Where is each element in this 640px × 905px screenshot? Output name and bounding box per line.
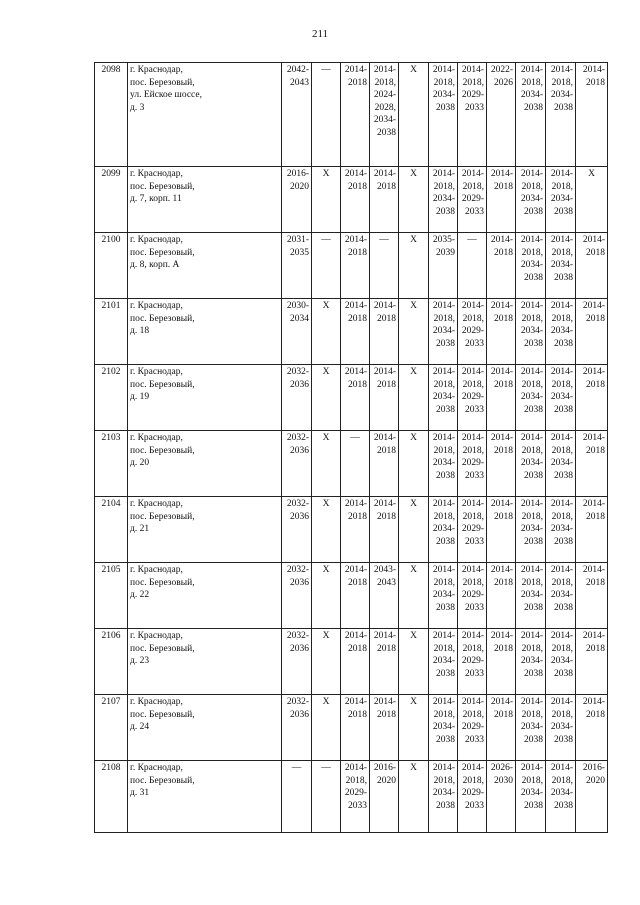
period-cell: 2014- 2018, 2029- 2033 <box>458 497 487 563</box>
table-row <box>95 233 608 299</box>
period-cell: 2014- 2018, 2034- 2038 <box>546 167 576 233</box>
period-cell: X <box>312 167 341 233</box>
period-cell: X <box>399 233 429 299</box>
period-cell: 2014- 2018, 2034- 2038 <box>429 629 458 695</box>
period-cell: 2014- 2018 <box>576 63 608 167</box>
period-cell: 2014- 2018, 2029- 2033 <box>458 629 487 695</box>
row-number: 2103 <box>95 431 128 497</box>
period-cell: X <box>399 695 429 761</box>
period-cell: 2014- 2018, 2034- 2038 <box>516 629 546 695</box>
period-cell: 2032- 2036 <box>282 431 312 497</box>
period-cell: 2014- 2018, 2034- 2038 <box>546 233 576 299</box>
period-cell: 2014- 2018 <box>576 233 608 299</box>
table-row <box>95 563 608 629</box>
period-cell: 2014- 2018 <box>487 629 516 695</box>
period-cell: X <box>312 365 341 431</box>
period-cell: 2014- 2018, 2034- 2038 <box>546 629 576 695</box>
period-cell: 2014- 2018, 2034- 2038 <box>546 365 576 431</box>
period-cell: 2014- 2018 <box>341 233 370 299</box>
period-cell: 2014- 2018 <box>576 365 608 431</box>
table-row <box>95 299 608 365</box>
period-cell: 2043- 2043 <box>370 563 399 629</box>
period-cell: 2035- 2039 <box>429 233 458 299</box>
address-cell: г. Краснодар, пос. Березовый, д. 21 <box>128 497 282 563</box>
period-cell: 2014- 2018, 2034- 2038 <box>516 63 546 167</box>
period-cell: 2014- 2018 <box>341 563 370 629</box>
period-cell: 2014- 2018 <box>370 365 399 431</box>
address-cell: г. Краснодар, пос. Березовый, д. 19 <box>128 365 282 431</box>
period-cell: 2014- 2018, 2034- 2038 <box>429 167 458 233</box>
period-cell: — <box>312 761 341 833</box>
period-cell: 2032- 2036 <box>282 365 312 431</box>
address-cell: г. Краснодар, пос. Березовый, д. 18 <box>128 299 282 365</box>
address-cell: г. Краснодар, пос. Березовый, д. 7, корп. 11 <box>128 167 282 233</box>
period-cell: 2014- 2018 <box>341 497 370 563</box>
period-cell: 2014- 2018 <box>576 431 608 497</box>
period-cell: 2014- 2018, 2029- 2033 <box>458 299 487 365</box>
period-cell: 2014- 2018 <box>487 365 516 431</box>
period-cell: 2014- 2018, 2034- 2038 <box>516 695 546 761</box>
period-cell: 2032- 2036 <box>282 695 312 761</box>
table-row <box>95 167 608 233</box>
housing-repair-schedule-table <box>94 62 608 833</box>
period-cell: 2022- 2026 <box>487 63 516 167</box>
period-cell: 2031- 2035 <box>282 233 312 299</box>
table-row <box>95 497 608 563</box>
period-cell: 2014- 2018, 2029- 2033 <box>458 431 487 497</box>
period-cell: — <box>341 431 370 497</box>
period-cell: 2014- 2018, 2034- 2038 <box>546 497 576 563</box>
period-cell: X <box>399 365 429 431</box>
table-row <box>95 365 608 431</box>
table-row <box>95 695 608 761</box>
period-cell: 2026- 2030 <box>487 761 516 833</box>
table-row <box>95 431 608 497</box>
period-cell: 2014- 2018 <box>370 497 399 563</box>
address-cell: г. Краснодар, пос. Березовый, ул. Ейское шоссе, д. 3 <box>128 63 282 167</box>
period-cell: 2014- 2018 <box>341 365 370 431</box>
period-cell: X <box>399 761 429 833</box>
period-cell: 2014- 2018 <box>341 299 370 365</box>
table-body <box>95 63 608 833</box>
period-cell: 2014- 2018, 2029- 2033 <box>458 167 487 233</box>
period-cell: 2014- 2018 <box>487 299 516 365</box>
period-cell: 2014- 2018, 2034- 2038 <box>516 299 546 365</box>
period-cell: 2014- 2018 <box>341 167 370 233</box>
row-number: 2100 <box>95 233 128 299</box>
period-cell: — <box>370 233 399 299</box>
period-cell: 2014- 2018 <box>370 431 399 497</box>
row-number: 2107 <box>95 695 128 761</box>
period-cell: 2014- 2018 <box>487 563 516 629</box>
period-cell: 2014- 2018 <box>370 167 399 233</box>
period-cell: 2014- 2018 <box>487 695 516 761</box>
row-number: 2106 <box>95 629 128 695</box>
period-cell: X <box>399 63 429 167</box>
table-row <box>95 63 608 167</box>
period-cell: X <box>399 299 429 365</box>
period-cell: 2014- 2018, 2034- 2038 <box>429 497 458 563</box>
period-cell: 2014- 2018, 2034- 2038 <box>429 365 458 431</box>
address-cell: г. Краснодар, пос. Березовый, д. 8, корп. А <box>128 233 282 299</box>
row-number: 2108 <box>95 761 128 833</box>
period-cell: 2016- 2020 <box>282 167 312 233</box>
period-cell: 2014- 2018, 2034- 2038 <box>516 167 546 233</box>
period-cell: 2014- 2018, 2029- 2033 <box>458 761 487 833</box>
period-cell: 2014- 2018, 2034- 2038 <box>429 563 458 629</box>
period-cell: 2014- 2018, 2034- 2038 <box>516 563 546 629</box>
period-cell: 2014- 2018 <box>341 695 370 761</box>
period-cell: X <box>399 629 429 695</box>
period-cell: 2014- 2018, 2029- 2033 <box>458 365 487 431</box>
period-cell: 2032- 2036 <box>282 497 312 563</box>
period-cell: 2014- 2018 <box>370 629 399 695</box>
period-cell: X <box>312 563 341 629</box>
address-cell: г. Краснодар, пос. Березовый, д. 20 <box>128 431 282 497</box>
period-cell: 2014- 2018, 2034- 2038 <box>546 563 576 629</box>
period-cell: 2032- 2036 <box>282 563 312 629</box>
row-number: 2104 <box>95 497 128 563</box>
period-cell: 2014- 2018 <box>370 299 399 365</box>
period-cell: — <box>312 233 341 299</box>
period-cell: 2014- 2018, 2034- 2038 <box>429 695 458 761</box>
address-cell: г. Краснодар, пос. Березовый, д. 23 <box>128 629 282 695</box>
period-cell: 2014- 2018, 2034- 2038 <box>516 233 546 299</box>
period-cell: 2014- 2018 <box>341 629 370 695</box>
address-cell: г. Краснодар, пос. Березовый, д. 31 <box>128 761 282 833</box>
period-cell: 2014- 2018 <box>487 497 516 563</box>
period-cell: X <box>312 629 341 695</box>
period-cell: X <box>576 167 608 233</box>
period-cell: 2014- 2018, 2034- 2038 <box>546 761 576 833</box>
address-cell: г. Краснодар, пос. Березовый, д. 22 <box>128 563 282 629</box>
row-number: 2102 <box>95 365 128 431</box>
period-cell: 2014- 2018, 2034- 2038 <box>429 299 458 365</box>
period-cell: 2014- 2018 <box>487 167 516 233</box>
period-cell: X <box>312 497 341 563</box>
period-cell: 2016- 2020 <box>370 761 399 833</box>
period-cell: 2014- 2018, 2034- 2038 <box>546 695 576 761</box>
period-cell: 2014- 2018, 2029- 2033 <box>458 563 487 629</box>
period-cell: 2014- 2018, 2034- 2038 <box>546 63 576 167</box>
period-cell: 2030- 2034 <box>282 299 312 365</box>
period-cell: 2014- 2018, 2034- 2038 <box>516 431 546 497</box>
period-cell: 2014- 2018 <box>370 695 399 761</box>
period-cell: 2014- 2018, 2024- 2028, 2034- 2038 <box>370 63 399 167</box>
period-cell: X <box>399 167 429 233</box>
period-cell: — <box>282 761 312 833</box>
period-cell: 2014- 2018 <box>487 233 516 299</box>
period-cell: 2014- 2018, 2029- 2033 <box>458 63 487 167</box>
period-cell: X <box>312 299 341 365</box>
period-cell: X <box>312 695 341 761</box>
period-cell: X <box>312 431 341 497</box>
table-row <box>95 629 608 695</box>
row-number: 2098 <box>95 63 128 167</box>
period-cell: 2014- 2018 <box>576 497 608 563</box>
period-cell: — <box>458 233 487 299</box>
period-cell: 2014- 2018, 2034- 2038 <box>429 431 458 497</box>
period-cell: 2014- 2018, 2029- 2033 <box>341 761 370 833</box>
period-cell: 2014- 2018 <box>487 431 516 497</box>
address-cell: г. Краснодар, пос. Березовый, д. 24 <box>128 695 282 761</box>
page-number: 211 <box>311 28 329 40</box>
period-cell: 2014- 2018 <box>576 299 608 365</box>
period-cell: — <box>312 63 341 167</box>
period-cell: X <box>399 563 429 629</box>
period-cell: 2014- 2018, 2034- 2038 <box>516 761 546 833</box>
period-cell: X <box>399 497 429 563</box>
row-number: 2099 <box>95 167 128 233</box>
period-cell: 2014- 2018, 2034- 2038 <box>429 761 458 833</box>
period-cell: 2014- 2018, 2034- 2038 <box>546 299 576 365</box>
period-cell: 2014- 2018, 2034- 2038 <box>516 497 546 563</box>
period-cell: 2014- 2018 <box>341 63 370 167</box>
period-cell: 2014- 2018, 2029- 2033 <box>458 695 487 761</box>
period-cell: 2014- 2018 <box>576 563 608 629</box>
table-row <box>95 761 608 833</box>
row-number: 2101 <box>95 299 128 365</box>
period-cell: 2014- 2018, 2034- 2038 <box>546 431 576 497</box>
row-number: 2105 <box>95 563 128 629</box>
period-cell: 2014- 2018, 2034- 2038 <box>516 365 546 431</box>
period-cell: 2014- 2018, 2034- 2038 <box>429 63 458 167</box>
period-cell: 2014- 2018 <box>576 629 608 695</box>
period-cell: 2042- 2043 <box>282 63 312 167</box>
period-cell: 2016- 2020 <box>576 761 608 833</box>
period-cell: 2014- 2018 <box>576 695 608 761</box>
period-cell: X <box>399 431 429 497</box>
period-cell: 2032- 2036 <box>282 629 312 695</box>
